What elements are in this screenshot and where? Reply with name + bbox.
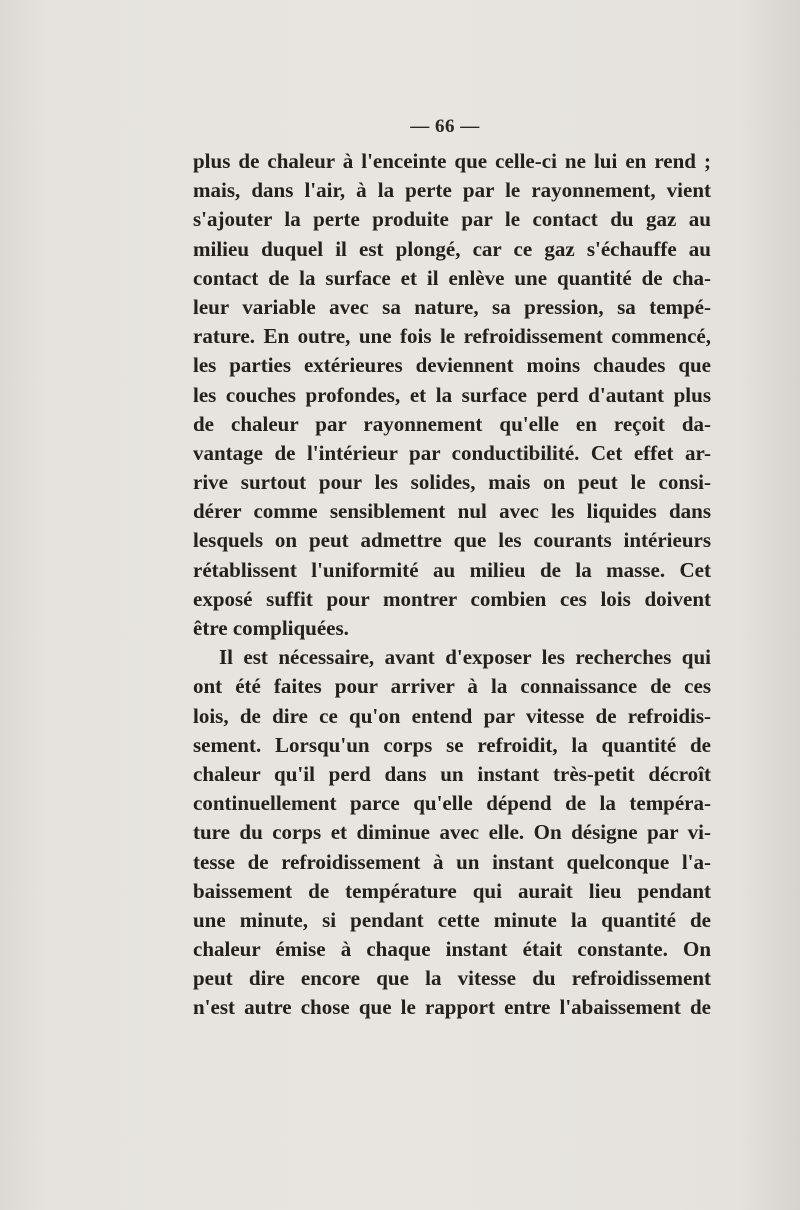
text-line: leur variable avec sa nature, sa pression, sa tempé- bbox=[193, 294, 711, 319]
text-line: contact de la surface et il enlève une quantité de cha- bbox=[193, 265, 711, 290]
text-line: vantage de l'intérieur par conductibilité. Cet effet ar- bbox=[193, 440, 711, 465]
text-line: une minute, si pendant cette minute la quantité de bbox=[193, 907, 711, 932]
text-line: tesse de refroidissement à un instant quelconque l'a- bbox=[193, 849, 711, 874]
text-line: s'ajouter la perte produite par le contact du gaz au bbox=[193, 207, 711, 232]
text-line: les couches profondes, et la surface perd d'autant plus bbox=[193, 382, 711, 407]
text-line: chaleur émise à chaque instant était constante. On bbox=[193, 937, 711, 962]
text-line: n'est autre chose que le rapport entre l'abaissement de bbox=[193, 995, 711, 1020]
text-line: peut dire encore que la vitesse du refroidissement bbox=[193, 966, 711, 991]
text-line: dérer comme sensiblement nul avec les liquides dans bbox=[193, 499, 711, 524]
text-line: ont été faites pour arriver à la connaissance de ces bbox=[193, 674, 711, 699]
text-line: les parties extérieures deviennent moins chaudes que bbox=[193, 353, 711, 378]
text-line: lois, de dire ce qu'on entend par vitesse de refroidis- bbox=[193, 703, 711, 728]
text-line: ture du corps et diminue avec elle. On désigne par vi- bbox=[193, 820, 711, 845]
text-line: chaleur qu'il perd dans un instant très-petit décroît bbox=[193, 761, 711, 786]
text-line: milieu duquel il est plongé, car ce gaz s'échauffe au bbox=[193, 236, 711, 261]
text-line: continuellement parce qu'elle dépend de la tempéra- bbox=[193, 791, 711, 816]
text-line: sement. Lorsqu'un corps se refroidit, la quantité de bbox=[193, 732, 711, 757]
text-line: lesquels on peut admettre que les courants intérieurs bbox=[193, 528, 711, 553]
paragraph-2 bbox=[193, 643, 711, 1022]
text-line: de chaleur par rayonnement qu'elle en reçoit da- bbox=[193, 411, 711, 436]
text-line: plus de chaleur à l'enceinte que celle-ci ne lui en rend ; bbox=[193, 149, 711, 173]
text-line: exposé suffit pour montrer combien ces lois doivent bbox=[193, 586, 711, 611]
text-line: rature. En outre, une fois le refroidissement commencé, bbox=[193, 324, 711, 349]
page-number: — 66 — bbox=[410, 116, 480, 137]
text-line: mais, dans l'air, à la perte par le rayonnement, vient bbox=[193, 178, 711, 203]
paragraph-1 bbox=[193, 147, 711, 643]
text-line: baissement de température qui aurait lieu pendant bbox=[193, 878, 711, 903]
text-line: être compliquées. bbox=[193, 616, 349, 640]
text-line: rive surtout pour les solides, mais on peut le consi- bbox=[193, 470, 711, 495]
body-text bbox=[193, 147, 711, 1023]
text-line: Il est nécessaire, avant d'exposer les recherches qui bbox=[219, 645, 711, 670]
text-line: rétablissent l'uniformité au milieu de la masse. Cet bbox=[193, 557, 711, 582]
